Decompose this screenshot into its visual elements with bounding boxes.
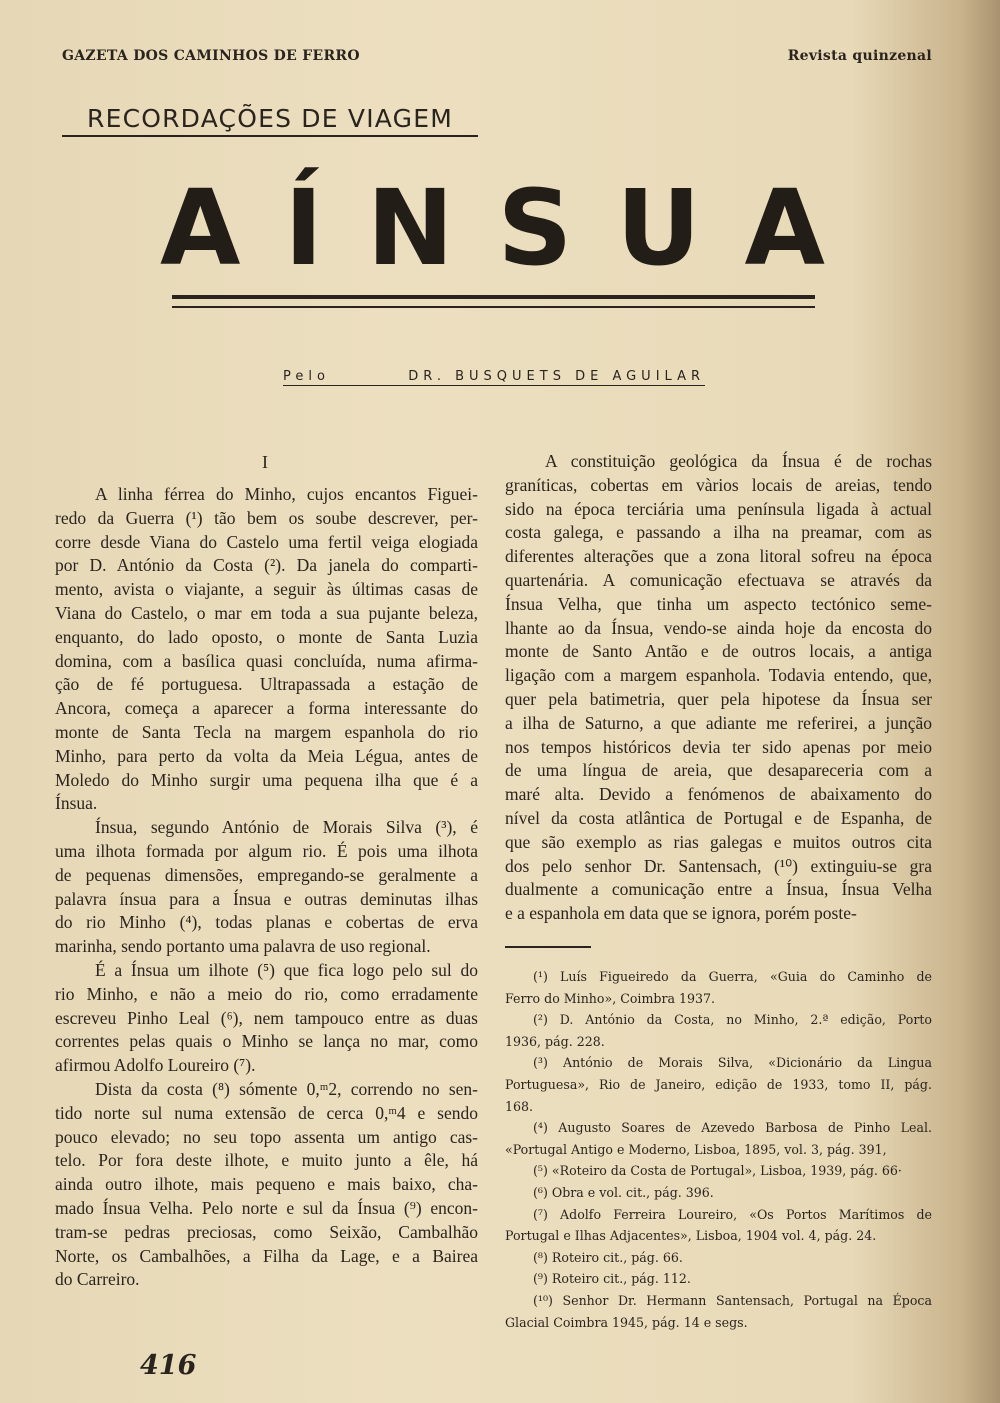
text-line: monte de Santa Tecla na margem espanhola do rio	[55, 721, 478, 742]
text-line: (⁴) Augusto Soares de Azevedo Barbosa de Pinho Leal.	[533, 1120, 932, 1136]
text-line: de pequenas dimensões, empregando-se geralmente a	[55, 864, 478, 885]
byline-prefix: Pelo	[283, 369, 330, 384]
footnote	[505, 1009, 932, 1052]
text-line: Ancora, começa a aparecer a forma interessante do	[55, 698, 478, 719]
text-line: mado Ínsua Velha. Pelo norte e sul da Ínsua (⁹) encon-	[55, 1197, 478, 1218]
left-column	[55, 483, 478, 1292]
byline	[283, 369, 705, 386]
text-line: 1936, pág. 228.	[505, 1033, 605, 1049]
text-line: ção de fé portuguesa. Ultrapassada a estação de	[55, 674, 478, 695]
text-line: Moledo do Minho surgir uma pequena ilha que é a	[55, 769, 478, 790]
paragraph	[55, 959, 478, 1078]
footnote	[505, 1052, 932, 1117]
text-line: (⁷) Adolfo Ferreira Loureiro, «Os Portos Marítimos de	[533, 1206, 932, 1222]
text-line: e a espanhola em data que se ignora, porém poste-	[505, 903, 857, 924]
text-line: (⁹) Roteiro cit., pág. 112.	[533, 1271, 691, 1287]
text-line: dualmente a comunicação entre a Ínsua, Ínsua Velha	[505, 879, 932, 900]
series-heading: RECORDAÇÕES DE VIAGEM	[62, 104, 478, 137]
text-line: Portugal e Ilhas Adjacentes», Lisboa, 1904 vol. 4, pág. 24.	[505, 1228, 877, 1244]
footnote	[505, 1247, 932, 1269]
text-line: a ilha de Saturno, a que adiante me referirei, a junção	[505, 712, 932, 733]
text-line: por D. António da Costa (²). Da janela do comparti-	[55, 555, 478, 576]
footnote	[505, 1117, 932, 1160]
footnote	[505, 1290, 932, 1333]
text-line: telo. Por fora deste ilhote, e muito junto a êle, há	[55, 1150, 478, 1171]
page-number: 416	[140, 1350, 197, 1381]
text-line: quer pela batimetria, quer pela hipotese da Ínsua ser	[505, 688, 932, 709]
text-line: A constituição geológica da Ínsua é de rochas	[545, 451, 932, 471]
text-line: É a Ínsua um ilhote (⁵) que fica logo pelo sul do	[95, 959, 478, 980]
text-line: Minho, para perto da volta da Meia Légua, antes de	[55, 745, 478, 766]
text-line: dos pelo senhor Dr. Santensach, (¹⁰) extinguiu-se gra	[505, 855, 932, 876]
journal-subtitle: Revista quinzenal	[787, 48, 932, 64]
text-line: lhante ao da Ínsua, vendo-se ainda hoje da encosta do	[505, 617, 932, 638]
text-line: Glacial Coimbra 1945, pág. 14 e segs.	[505, 1314, 748, 1330]
text-line: A linha férrea do Minho, cujos encantos Figuei-	[95, 484, 478, 504]
footnote	[505, 966, 932, 1009]
title-rule-thin	[172, 306, 815, 308]
footnotes	[505, 966, 932, 1333]
title-letter: A	[744, 167, 825, 289]
title-letter: A	[160, 167, 241, 289]
text-line: nível da costa atlântica de Portugal e de Espanha, de	[505, 807, 932, 828]
title-letter: N	[366, 167, 454, 289]
text-line: (²) D. António da Costa, no Minho, 2.ª edição, Porto	[533, 1012, 932, 1028]
text-line: correntes pelas quais o Minho se lança no mar, como	[55, 1031, 478, 1052]
section-number: I	[262, 452, 268, 472]
text-line: afirmou Adolfo Loureiro (⁷).	[55, 1055, 256, 1076]
text-line: monte de Santo Antão e de outros locais, a antiga	[505, 641, 932, 662]
paragraph	[55, 1078, 478, 1292]
text-line: (⁵) «Roteiro da Costa de Portugal», Lisboa, 1939, pág. 66·	[533, 1163, 902, 1179]
text-line: Ínsua, segundo António de Morais Silva (³), é	[95, 817, 478, 838]
journal-name: GAZETA DOS CAMINHOS DE FERRO	[62, 48, 360, 64]
footnote	[505, 1182, 932, 1204]
text-line: tido norte sul numa extensão de cerca 0,ᵐ4 e sendo	[55, 1102, 478, 1123]
text-line: Dista da costa (⁸) sómente 0,ᵐ2, correndo no sen-	[95, 1078, 478, 1099]
text-line: (⁶) Obra e vol. cit., pág. 396.	[533, 1184, 714, 1200]
right-column	[505, 450, 932, 926]
text-line: tram-se pedras preciosas, como Seixão, Cambalhão	[55, 1221, 478, 1242]
text-line: quartenária. A comunicação efectuava se através da	[505, 569, 932, 590]
text-line: pouco elevado; no seu topo assenta um antigo cas-	[55, 1126, 478, 1147]
footnote	[505, 1160, 932, 1182]
text-line: domina, com a basílica quasi concluída, numa afirma-	[55, 650, 478, 671]
text-line: sido na época terciária uma península ligada à actual	[505, 498, 932, 519]
text-line: corre desde Viana do Castelo uma fertil veiga elogiada	[55, 531, 478, 552]
text-line: enquanto, do lado oposto, o monte de Santa Luzia	[55, 626, 478, 647]
title-letter: S	[497, 167, 573, 289]
text-line: graníticas, cobertas em vàrios locais de areias, tendo	[505, 474, 932, 495]
text-line: diferentes alterações que a zona litoral sofreu na época	[505, 546, 932, 567]
text-line: Norte, os Cambalhões, a Filha da Lage, e a Bairea	[55, 1245, 478, 1266]
text-line: 168.	[505, 1098, 534, 1114]
text-line: «Portugal Antigo e Moderno, Lisboa, 1895, vol. 3, pág. 391,	[505, 1141, 887, 1157]
text-line: Viana do Castelo, o mar em toda a sua pujante beleza,	[55, 602, 478, 623]
text-line: ligação com a margem espanhola. Todavia entendo, que,	[505, 665, 932, 686]
title-letter: U	[616, 167, 701, 289]
title-rule-thick	[172, 295, 815, 299]
text-line: ainda outro ilhote, mais pequeno e mais baixo, cha-	[55, 1174, 478, 1195]
paragraph	[505, 450, 932, 926]
text-line: (⁸) Roteiro cit., pág. 66.	[533, 1249, 683, 1265]
text-line: marinha, sendo portanto uma palavra de uso regional.	[55, 936, 431, 957]
text-line: nos tempos históricos devia ter sido apenas por meio	[505, 736, 932, 757]
footnote	[505, 1204, 932, 1247]
text-line: do Carreiro.	[55, 1269, 140, 1290]
text-line: Portuguesa», Rio de Janeiro, edição de 1933, tomo II, pág.	[505, 1076, 932, 1092]
text-line: Ínsua Velha, que tinha um aspecto tectónico seme-	[505, 593, 932, 614]
text-line: uma ilhota formada por algum rio. É pois uma ilhota	[55, 840, 478, 861]
text-line: rio Minho, e não a meio do rio, como erradamente	[55, 983, 478, 1004]
text-line: que são exemplo as rias galegas e muitos outros cita	[505, 831, 932, 852]
paragraph	[55, 816, 478, 959]
text-line: maré alta. Devido a fenómenos de abaixamento do	[505, 784, 932, 805]
text-line: Ínsua.	[55, 793, 98, 814]
text-line: do rio Minho (⁴), todas planas e cobertas de erva	[55, 912, 478, 933]
footnote	[505, 1268, 932, 1290]
text-line: (¹) Luís Figueiredo da Guerra, «Guia do Caminho de	[533, 969, 932, 984]
text-line: redo da Guerra (¹) tão bem os soube descrever, per-	[55, 507, 478, 528]
text-line: de uma língua de areia, que desapareceria com a	[505, 760, 932, 781]
byline-author: DR. BUSQUETS DE AGUILAR	[408, 369, 705, 384]
text-line: (¹⁰) Senhor Dr. Hermann Santensach, Portugal na Época	[533, 1292, 932, 1308]
text-line: Ferro do Minho», Coimbra 1937.	[505, 990, 716, 1006]
paragraph	[55, 483, 478, 816]
text-line: mento, avista o viajante, a seguir às últimas casas de	[55, 579, 478, 600]
text-line: escreveu Pinho Leal (⁶), nem tampouco entre as duas	[55, 1007, 478, 1028]
article-title	[160, 167, 825, 289]
text-line: palavra ínsua para a Ínsua e outras deminutas ilhas	[55, 888, 478, 909]
title-letter: Í	[284, 167, 323, 289]
footnote-divider	[505, 946, 591, 948]
text-line: costa galega, e passando a ilha na preamar, com as	[505, 522, 932, 543]
text-line: (³) António de Morais Silva, «Dicionário da Lingua	[533, 1055, 932, 1071]
